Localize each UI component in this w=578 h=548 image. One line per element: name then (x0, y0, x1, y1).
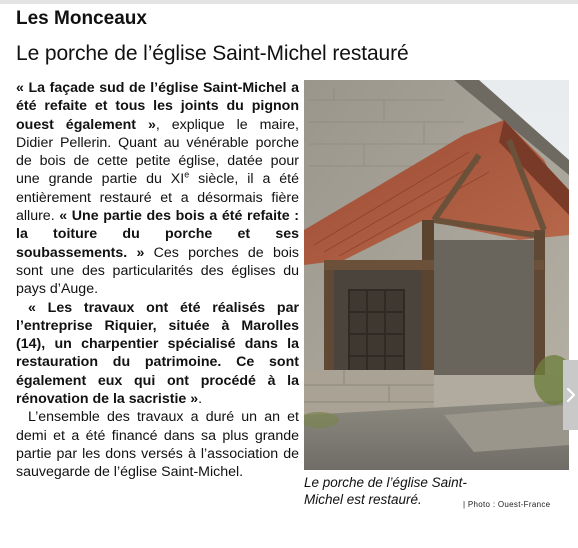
top-border (0, 0, 578, 4)
section-title: Les Monceaux (16, 8, 147, 29)
article-paragraph (16, 408, 299, 481)
text-run: L’ensemble des travaux a duré un an et demi et a été financé dans sa plus grande partie par les dons versés à l’association de sauvegarde de l’église Saint-Michel. (16, 409, 299, 481)
chevron-right-icon (566, 387, 576, 403)
article-paragraph (16, 79, 299, 299)
photo-caption: Le porche de l’église Saint-Michel est restauré. (304, 475, 467, 507)
quote: « Les travaux ont été réalisés par l’entreprise Riquier, située à Marolles (14), un charpentier spécialisé dans la restauration du patrimoine. Ce sont également eux qui ont procédé à la rénovation de la sacristie » (16, 299, 299, 408)
text-run: . (198, 391, 203, 408)
photo-credit: | Photo : Ouest-France (463, 500, 551, 509)
church-porch-photo (304, 80, 569, 470)
article-headline: Le porche de l’église Saint-Michel restauré (16, 42, 409, 65)
article-body (16, 79, 299, 482)
next-page-button[interactable] (563, 360, 578, 430)
superscript: e (184, 169, 190, 180)
article-paragraph (16, 299, 299, 409)
quote: « La façade sud de l’église Saint-Michel a été refaite et tous les joints du pignon ouest également » (16, 80, 299, 133)
text-run: siècle, il a été entièrement restauré et a désormais fière allure. (16, 171, 299, 225)
quote: « Une partie des bois a été refaite : la toiture du porche et ses soubassements. » (16, 208, 299, 261)
text-run: , explique le maire, Didier Pellerin. Quant au vénérable porche de bois de cette petite église, datée pour une grande partie du XI (16, 116, 299, 188)
text-run: Ces porches de bois sont une des particularités des églises du pays d’Auge. (16, 244, 299, 298)
